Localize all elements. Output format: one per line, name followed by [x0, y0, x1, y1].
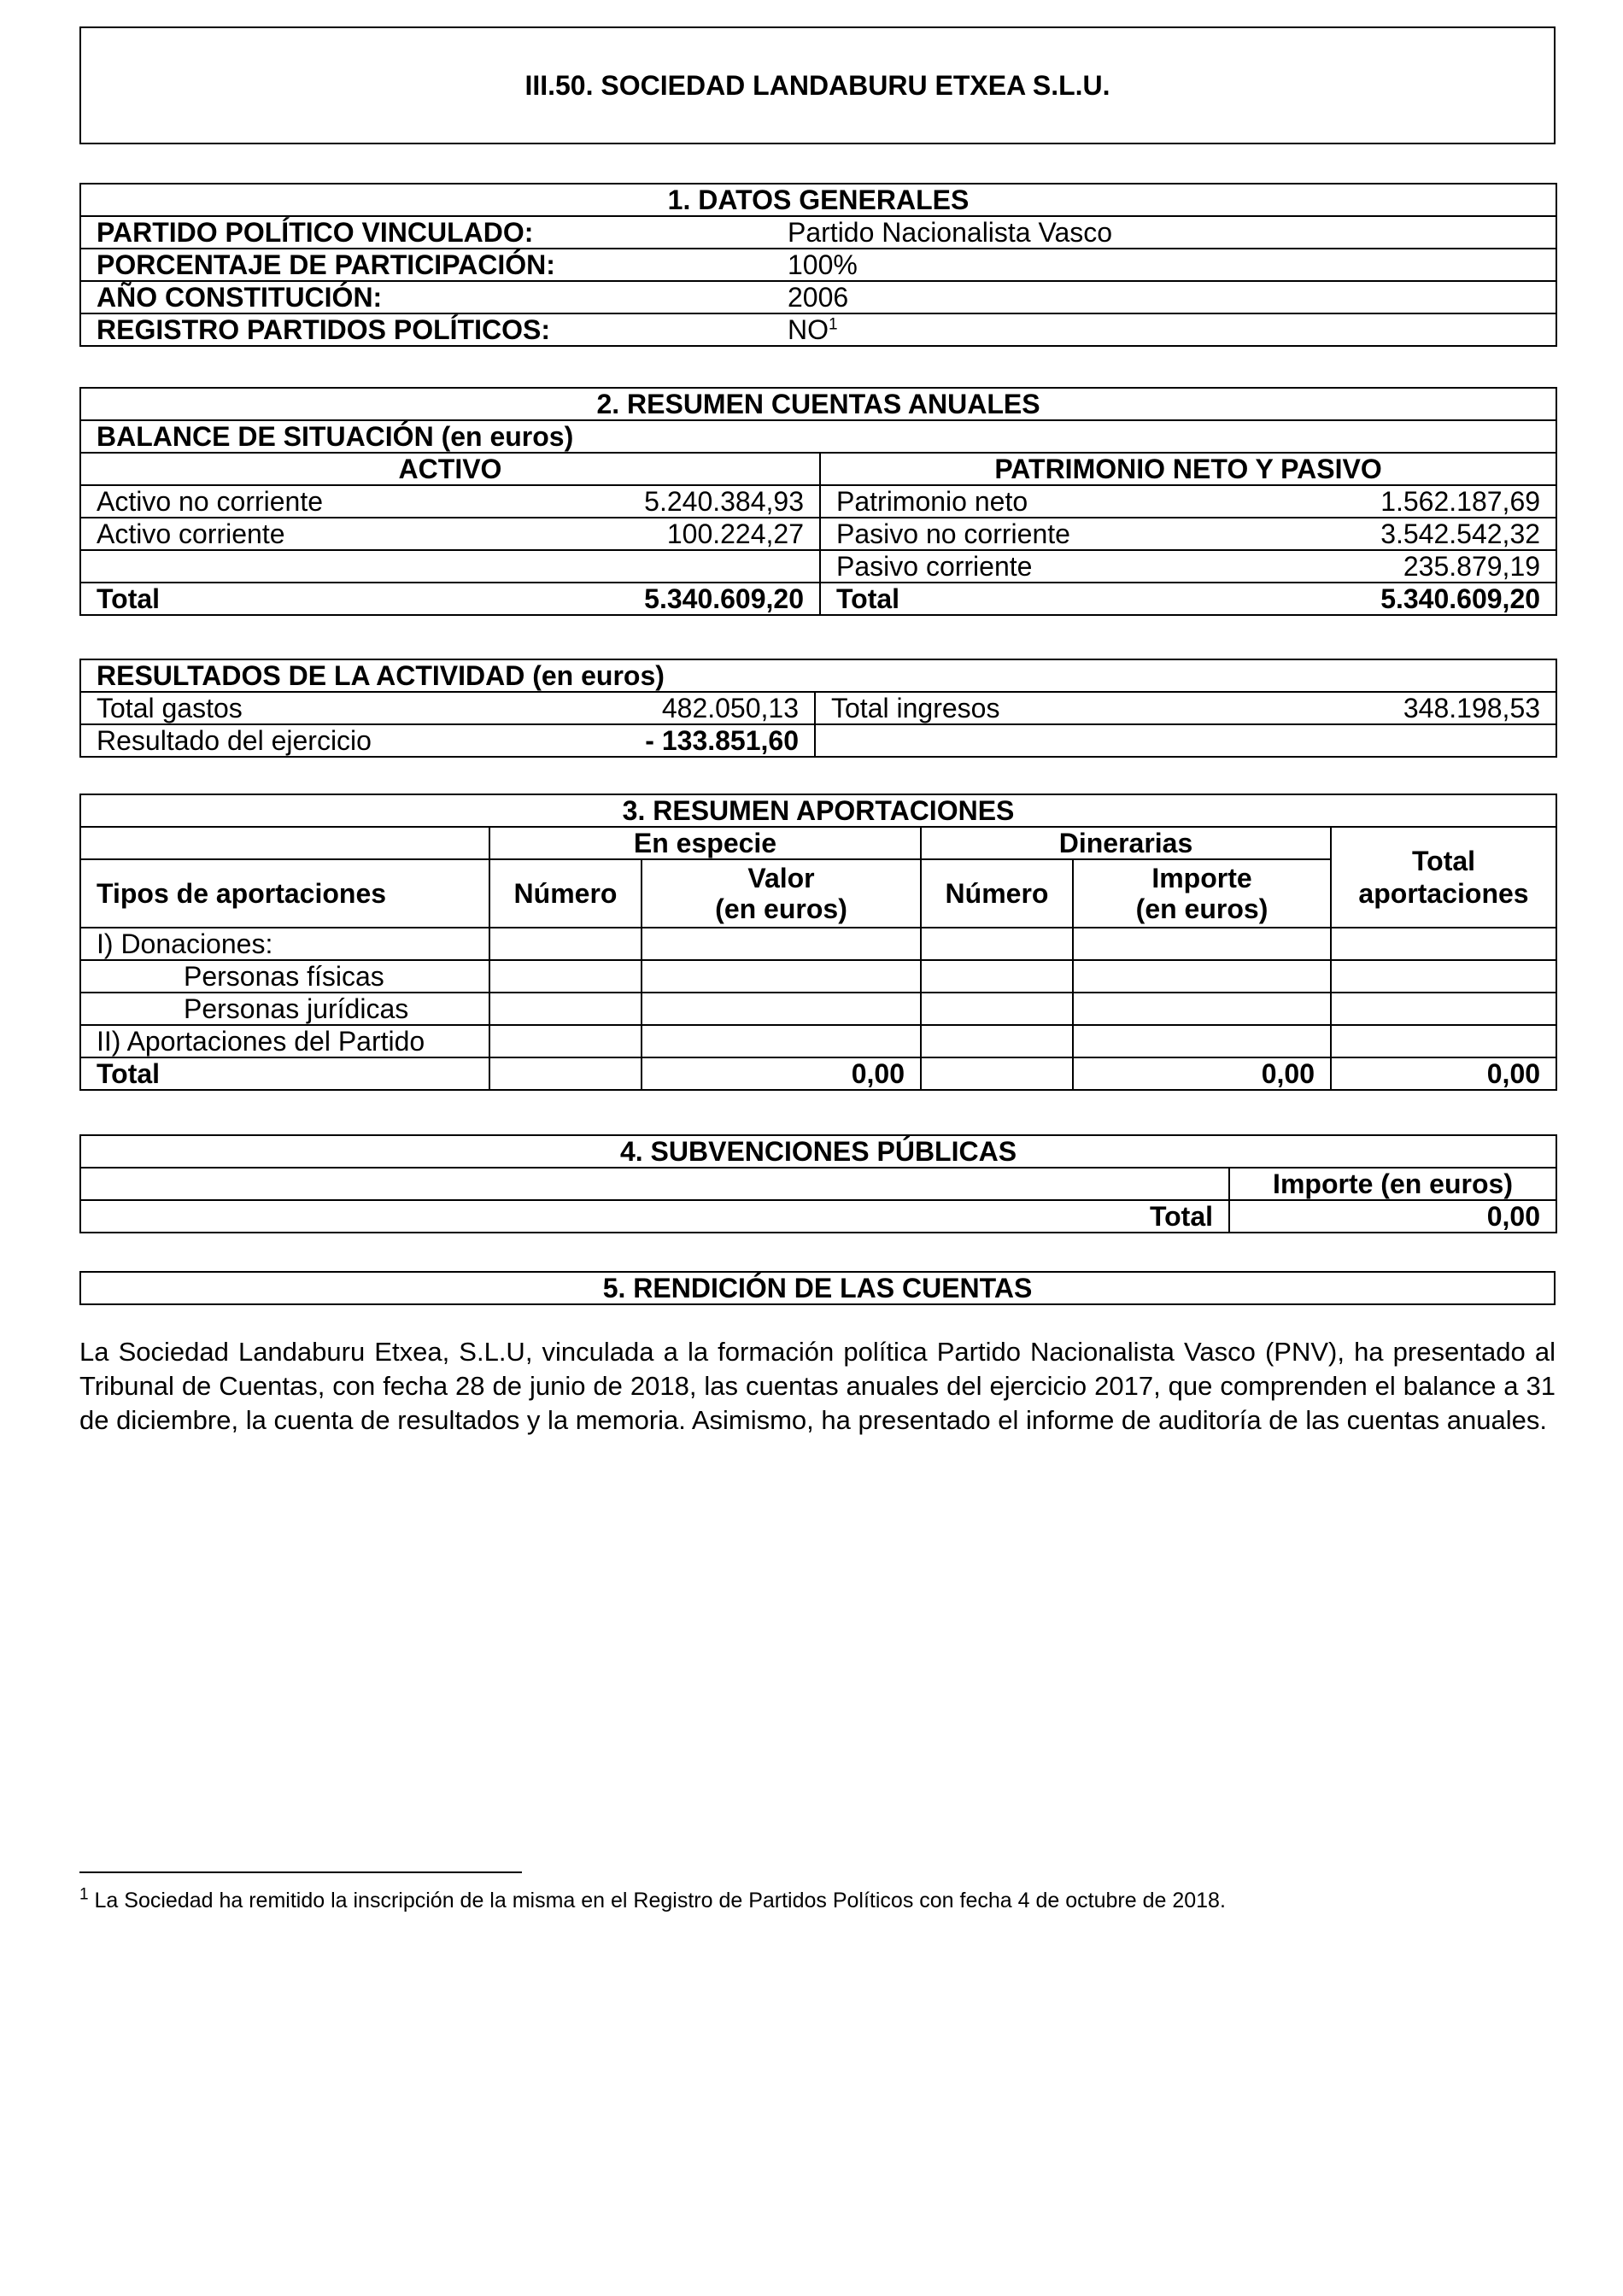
total-aportaciones-header [1331, 827, 1556, 928]
gastos-value: 482.050,13 [422, 692, 815, 724]
ingresos-label: Total ingresos [815, 692, 1174, 724]
pasivo-total-label: Total [820, 583, 1179, 615]
aportacion-row-label: Personas jurídicas [80, 993, 489, 1025]
registro-value [772, 313, 1556, 346]
cell [1073, 1025, 1331, 1057]
cell [642, 993, 921, 1025]
section-4-header: 4. SUBVENCIONES PÚBLICAS [80, 1135, 1556, 1168]
subvenciones-table [79, 1134, 1557, 1233]
subvenciones-total-value: 0,00 [1229, 1200, 1556, 1233]
total-aportaciones-line1: Total [1411, 846, 1476, 876]
numero-dinerarias-header: Número [921, 859, 1073, 928]
cell [489, 960, 642, 993]
pasivo-row-value: 3.542.542,32 [1179, 518, 1556, 550]
activo-row-label: Activo no corriente [80, 485, 422, 518]
pasivo-header: PATRIMONIO NETO Y PASIVO [820, 453, 1556, 485]
total-importe: 0,00 [1073, 1057, 1331, 1090]
cell [1331, 960, 1556, 993]
resultados-table [79, 659, 1557, 758]
activo-row-label: Activo corriente [80, 518, 422, 550]
en-especie-header: En especie [489, 827, 921, 859]
registro-value-text: NO [788, 314, 829, 345]
section-1-header: 1. DATOS GENERALES [80, 184, 1556, 216]
pasivo-total-value: 5.340.609,20 [1179, 583, 1556, 615]
importe-line1: Importe [1151, 863, 1252, 893]
activo-total-value: 5.340.609,20 [422, 583, 820, 615]
cell [489, 993, 642, 1025]
cell [642, 960, 921, 993]
balance-title: BALANCE DE SITUACIÓN (en euros) [80, 420, 1556, 453]
dinerarias-header: Dinerarias [921, 827, 1331, 859]
valor-line2: (en euros) [715, 893, 847, 924]
resultados-title: RESULTADOS DE LA ACTIVIDAD (en euros) [80, 659, 1556, 692]
cell [489, 1025, 642, 1057]
activo-row-value [422, 550, 820, 583]
cell [921, 993, 1073, 1025]
gastos-label: Total gastos [80, 692, 422, 724]
total-aportaciones-value: 0,00 [1331, 1057, 1556, 1090]
numero-especie-header: Número [489, 859, 642, 928]
valor-header [642, 859, 921, 928]
aportaciones-table [79, 794, 1557, 1091]
rendicion-paragraph: La Sociedad Landaburu Etxea, S.L.U, vinculada a la formación política Partido Nacionalista Vasco (PNV), ha presentado al Tribunal de Cuentas, con fecha 28 de junio de 2018, las cuentas anuales del ejercicio 2017, que comprenden el balance a 31 de diciembre, la cuenta de resultados y la memoria. Asimismo, ha presentado el informe de auditoría de las cuentas anuales. [79, 1337, 1556, 1435]
activo-header: ACTIVO [80, 453, 820, 485]
cell [1073, 928, 1331, 960]
footnote [79, 1885, 1226, 1913]
cell [1331, 993, 1556, 1025]
activo-row-label [80, 550, 422, 583]
footnote-mark: 1 [79, 1885, 89, 1904]
rendicion-table [79, 1271, 1556, 1305]
footnote-ref: 1 [829, 315, 838, 334]
cell [489, 1057, 642, 1090]
cell [489, 928, 642, 960]
subvenciones-total-label: Total [80, 1200, 1229, 1233]
resultado-value: - 133.851,60 [422, 724, 815, 757]
partido-value: Partido Nacionalista Vasco [772, 216, 1556, 249]
tipos-spacer [80, 827, 489, 859]
cell [642, 928, 921, 960]
section-5-header: 5. RENDICIÓN DE LAS CUENTAS [80, 1272, 1555, 1304]
total-valor: 0,00 [642, 1057, 921, 1090]
importe-header [1073, 859, 1331, 928]
pasivo-row-label: Pasivo no corriente [820, 518, 1179, 550]
section-2-header: 2. RESUMEN CUENTAS ANUALES [80, 388, 1556, 420]
cell [921, 1057, 1073, 1090]
cell [642, 1025, 921, 1057]
valor-line1: Valor [747, 863, 815, 893]
pasivo-row-label: Patrimonio neto [820, 485, 1179, 518]
ingresos-value: 348.198,53 [1174, 692, 1556, 724]
footnote-text: La Sociedad ha remitido la inscripción de la misma en el Registro de Partidos Políticos con fecha 4 de octubre de 2018. [88, 1889, 1226, 1912]
subvenciones-spacer [80, 1168, 1229, 1200]
resultado-label: Resultado del ejercicio [80, 724, 422, 757]
ano-value: 2006 [772, 281, 1556, 313]
pasivo-row-value: 1.562.187,69 [1179, 485, 1556, 518]
tipos-header: Tipos de aportaciones [80, 859, 489, 928]
footnote-divider [79, 1871, 522, 1873]
section-3-header: 3. RESUMEN APORTACIONES [80, 794, 1556, 827]
cell [921, 928, 1073, 960]
cell [1331, 1025, 1556, 1057]
cell [921, 1025, 1073, 1057]
ano-label: AÑO CONSTITUCIÓN: [80, 281, 772, 313]
activo-row-value: 100.224,27 [422, 518, 820, 550]
resultado-empty-cell [815, 724, 1556, 757]
cell [1073, 993, 1331, 1025]
total-aportaciones-line2: aportaciones [1358, 878, 1529, 909]
page-title: III.50. SOCIEDAD LANDABURU ETXEA S.L.U. [79, 26, 1556, 144]
aportacion-row-label: Personas físicas [80, 960, 489, 993]
cell [1073, 960, 1331, 993]
pasivo-row-value: 235.879,19 [1179, 550, 1556, 583]
aportacion-row-label: II) Aportaciones del Partido [80, 1025, 489, 1057]
pasivo-row-label: Pasivo corriente [820, 550, 1179, 583]
activo-total-label: Total [80, 583, 422, 615]
porcentaje-value: 100% [772, 249, 1556, 281]
cell [1331, 928, 1556, 960]
importe-euros-header: Importe (en euros) [1229, 1168, 1556, 1200]
aportacion-row-label: I) Donaciones: [80, 928, 489, 960]
aportaciones-total-label: Total [80, 1057, 489, 1090]
datos-generales-table [79, 183, 1557, 347]
cell [921, 960, 1073, 993]
importe-line2: (en euros) [1135, 893, 1269, 924]
registro-label: REGISTRO PARTIDOS POLÍTICOS: [80, 313, 772, 346]
porcentaje-label: PORCENTAJE DE PARTICIPACIÓN: [80, 249, 772, 281]
balance-table [79, 387, 1557, 616]
partido-label: PARTIDO POLÍTICO VINCULADO: [80, 216, 772, 249]
activo-row-value: 5.240.384,93 [422, 485, 820, 518]
